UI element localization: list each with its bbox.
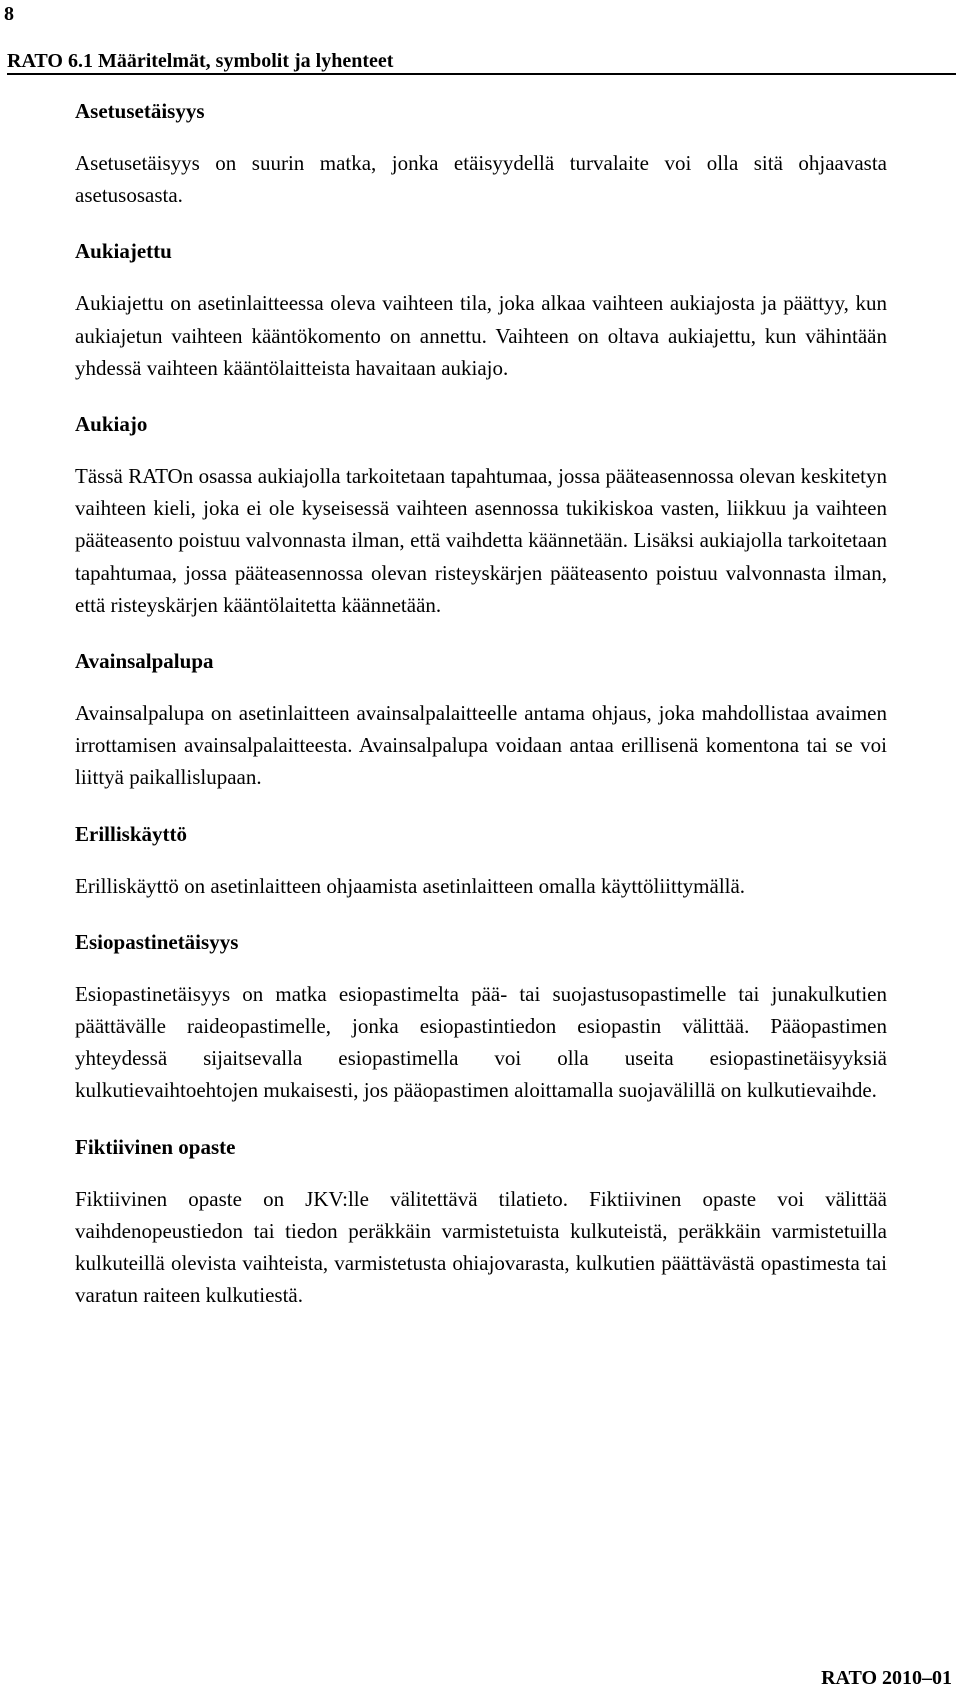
term-definition: Avainsalpalupa on asetinlaitteen avainsalpalaitteelle antama ohjaus, joka mahdollistaa avaimen irrottamisen avainsalpalaitteesta. Avainsalpalupa voidaan antaa erillisenä komentona tai se voi liittyä paikallislupaan. [75, 701, 887, 790]
term-heading: Aukiajettu [75, 239, 172, 264]
term-heading: Erilliskäyttö [75, 821, 188, 846]
document-body [75, 97, 887, 1311]
term-definition: Asetusetäisyys on suurin matka, jonka etäisyydellä turvalaite voi olla sitä ohjaavasta asetusosasta. [75, 151, 887, 208]
running-header [7, 49, 956, 75]
term-definition: Aukiajettu on asetinlaitteessa oleva vaihteen tila, joka alkaa vaihteen aukiajosta ja päättyy, kun aukiajetun vaihteen kääntökomento on annettu. Vaihteen on oltava aukiajettu, kun vähintään yhdessä vaihteen kääntölaitteista havaitaan aukiajo. [75, 291, 887, 380]
term-heading: Asetusetäisyys [75, 99, 205, 123]
term-definition: Fiktiivinen opaste on JKV:lle välitettävä tilatieto. Fiktiivinen opaste voi välittää vaihdenopeustiedon tai tiedon peräkkäin varmistetuista kulkuteistä, peräkkäin varmistetuilla kulkuteillä olevista vaihteista, varmistetusta ohiajovarasta, kulkutien päättävästä opastimesta tai varatun raiteen kulkutiestä. [75, 1186, 887, 1308]
page-number: 8 [4, 3, 14, 25]
term-heading: Fiktiivinen opaste [75, 1134, 236, 1159]
running-header-title: RATO 6.1 Määritelmät, symbolit ja lyhenteet [7, 50, 394, 72]
term-definition: Tässä RATOn osassa aukiajolla tarkoitetaan tapahtumaa, jossa pääteasennossa olevan keskitetyn vaihteen kieli, joka ei ole kyseisessä vaihteen asennossa tukikiskoa vasten, liikkuu ja vaihteen pääteasento poistuu valvonnasta ilman, että vaihdetta käännetään. Lisäksi aukiajolla tarkoitetaan tapahtumaa, jossa pääteasennossa olevan risteyskärjen pääteasento poistuu valvonnasta ilman, että risteyskärjen kääntölaitetta käännetään. [75, 464, 887, 617]
term-definition: Esiopastinetäisyys on matka esiopastimelta pää- tai suojastusopastimelle tai junakulkutien päättävälle raideopastimelle, jonka esiopastintiedon esiopastin välittää. Pääopastimen yhteydessä sijaitsevalla esiopastimella voi olla useita esiopastinetäisyyksiä kulkutievaihtoehtojen mukaisesti, jos pääopastimen aloittamalla suojavälillä on kulkutievaihde. [75, 981, 887, 1103]
term-heading: Avainsalpalupa [75, 649, 214, 674]
term-heading: Esiopastinetäisyys [75, 929, 239, 954]
term-heading: Aukiajo [75, 412, 148, 437]
term-definition: Erilliskäyttö on asetinlaitteen ohjaamista asetinlaitteen omalla käyttöliittymällä. [75, 873, 746, 898]
running-footer: RATO 2010–01 [821, 1667, 952, 1689]
